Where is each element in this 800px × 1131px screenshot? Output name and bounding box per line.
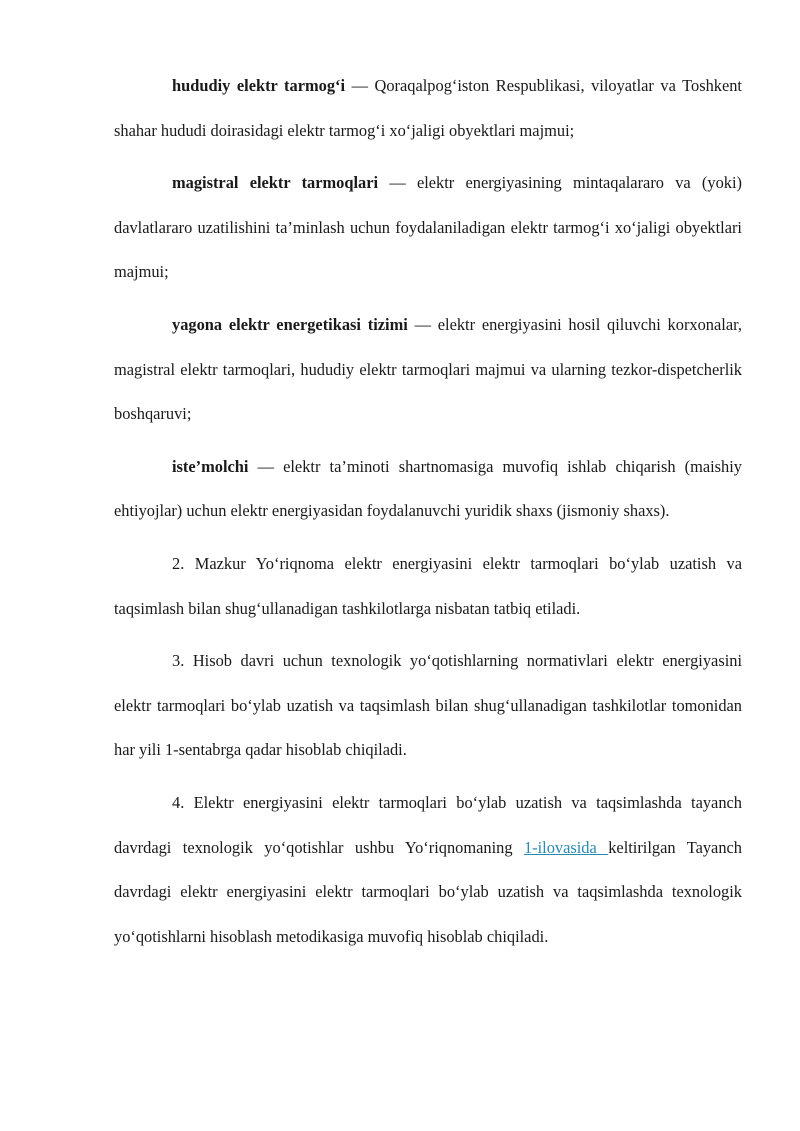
definition-text: — elektr energiyasini hosil qiluvchi korxonalar, magistral elektr tarmoqlari, hududiy elektr tarmoqlari majmui va ularning tezkor-dispetcherlik boshqaruvi; bbox=[114, 314, 742, 424]
definition-unified-energy-system bbox=[114, 303, 742, 437]
document-page bbox=[114, 64, 742, 967]
paragraph-4-text-end: keltirilgan Tayanch davrdagi elektr energiyasini elektr tarmoqlari bo‘ylab uzatish va taqsimlashda texnologik yo‘qotishlarni hisoblash metodikasiga muvofiq hisoblab chiqiladi. bbox=[114, 837, 742, 946]
definition-term: yagona elektr energetikasi tizimi bbox=[172, 314, 408, 334]
paragraph-3: 3. Hisob davri uchun texnologik yo‘qotishlarning normativlari elektr energiyasini elektr tarmoqlari bo‘ylab uzatish va taqsimlash bilan shug‘ullanadigan tashkilotlar tomonidan har yili 1-sentabrga qadar hisoblab chiqiladi. bbox=[114, 651, 742, 760]
definition-regional-network bbox=[114, 64, 742, 153]
paragraph-4-text-start: 4. Elektr energiyasini elektr tarmoqlari bo‘ylab uzatish va taqsimlashda tayanch davrdagi texnologik yo‘qotishlar ushbu Yo‘riqnomaning bbox=[114, 792, 742, 857]
definition-trunk-networks bbox=[114, 161, 742, 295]
definition-term: iste’molchi bbox=[172, 456, 249, 476]
paragraph-4 bbox=[114, 781, 742, 959]
definition-consumer bbox=[114, 445, 742, 534]
definition-term: hududiy elektr tarmog‘i bbox=[172, 76, 346, 95]
definition-text: — elektr energiyasining mintaqalararo va (yoki) davlatlararo uzatilishini ta’minlash uchun foydalaniladigan elektr tarmog‘i xo‘jaligi obyektlari majmui; bbox=[114, 173, 742, 282]
appendix-1-link[interactable]: 1-ilovasida bbox=[523, 837, 609, 857]
definition-text: — Qoraqalpog‘iston Respublikasi, viloyatlar va Toshkent shahar hududi doirasidagi elektr tarmog‘i xo‘jaligi obyektlari majmui; bbox=[114, 76, 742, 140]
paragraph-2: 2. Mazkur Yo‘riqnoma elektr energiyasini elektr tarmoqlari bo‘ylab uzatish va taqsimlash bilan shug‘ullanadigan tashkilotlarga nisbatan tatbiq etiladi. bbox=[114, 553, 742, 618]
definition-text: — elektr ta’minoti shartnomasiga muvofiq ishlab chiqarish (maishiy ehtiyojlar) uchun elektr energiyasidan foydalanuvchi yuridik shaxs (jismoniy shaxs). bbox=[114, 456, 742, 521]
definition-term: magistral elektr tarmoqlari bbox=[172, 173, 379, 193]
